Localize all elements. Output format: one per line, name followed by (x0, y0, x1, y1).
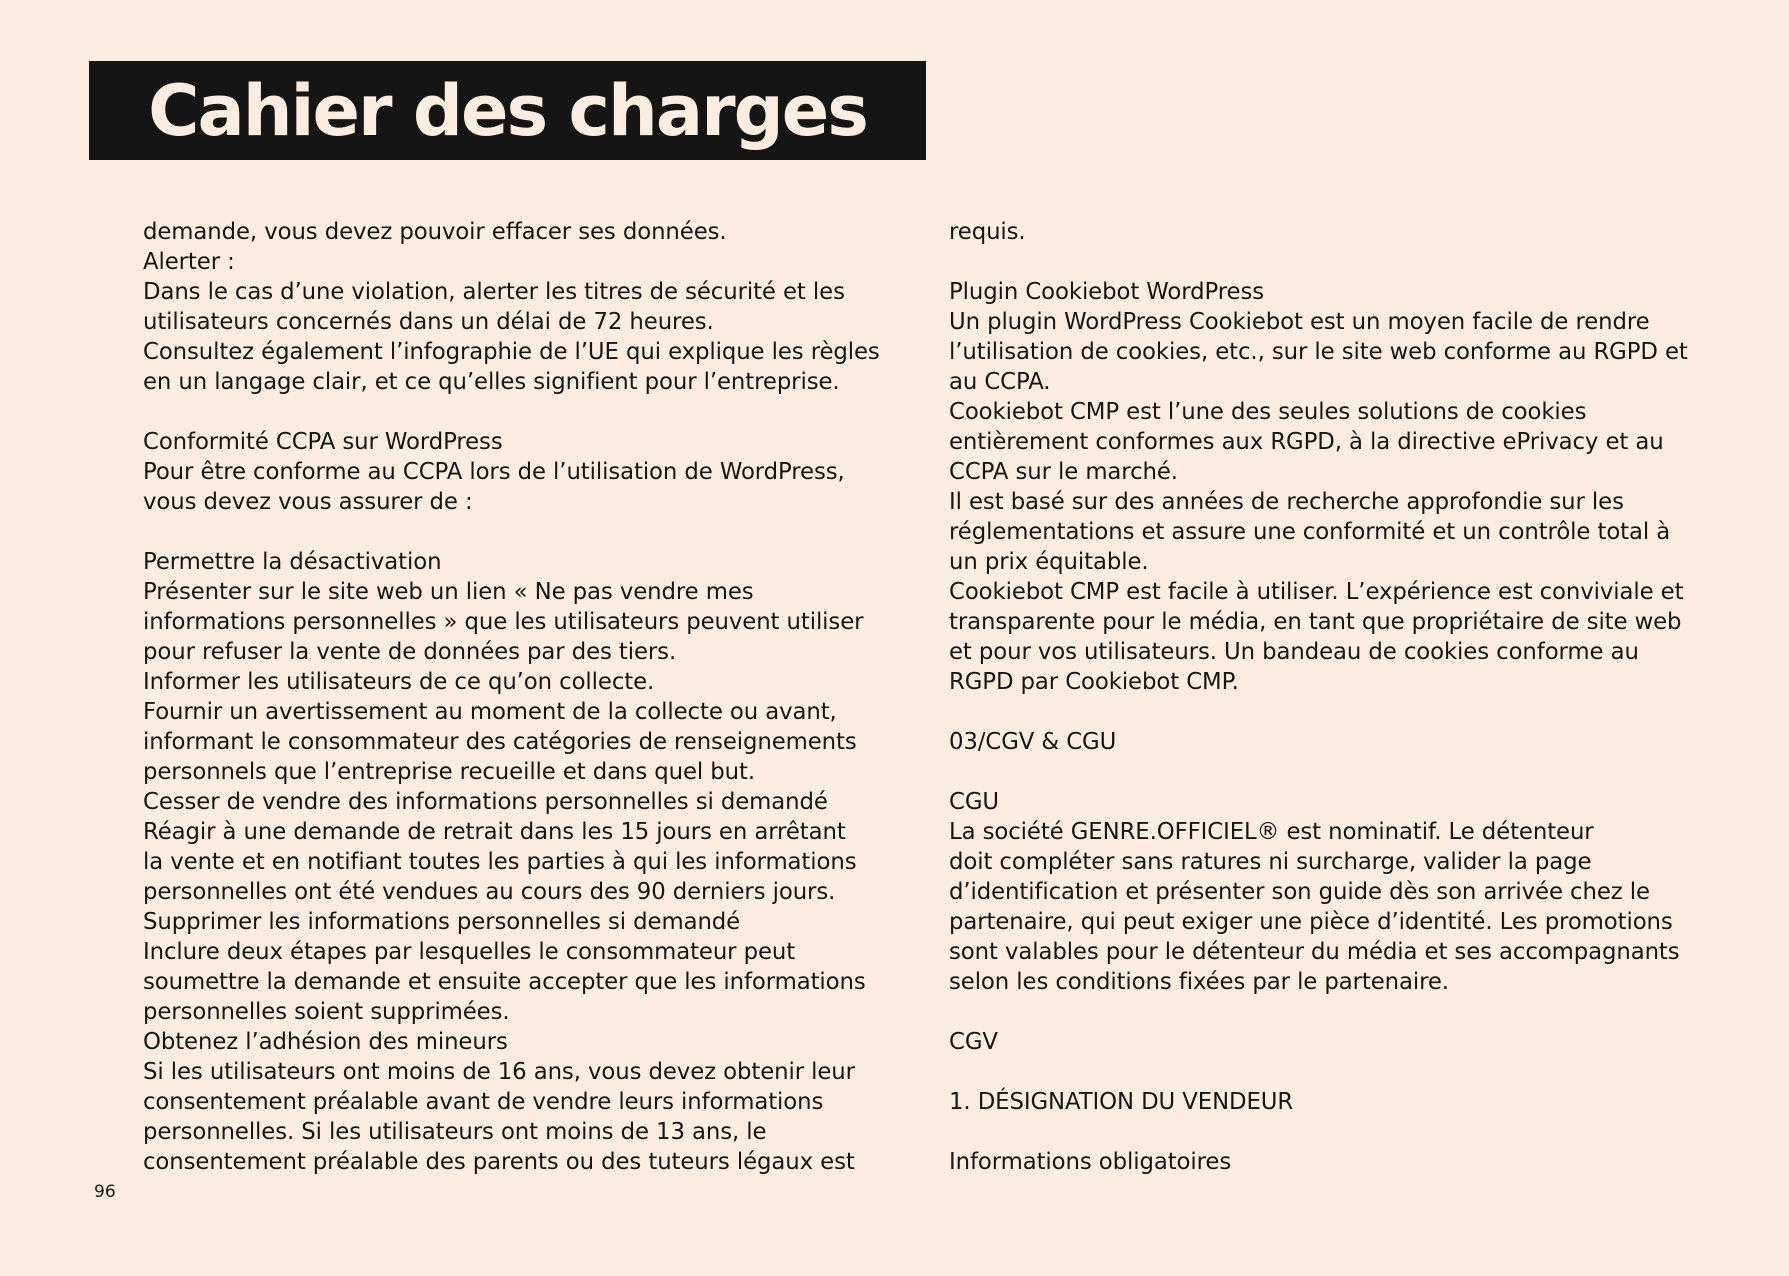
text-line: Cookiebot CMP est facile à utiliser. L’expérience est conviviale et (949, 579, 1684, 605)
text-line: soumettre la demande et ensuite accepter que les informations (143, 969, 866, 995)
text-line: 03/CGV & CGU (949, 729, 1117, 755)
text-line: réglementations et assure une conformité et un contrôle total à (949, 519, 1671, 545)
text-line: Informer les utilisateurs de ce qu’on collecte. (143, 669, 655, 695)
text-line: Cesser de vendre des informations personnelles si demandé (143, 789, 828, 815)
text-line: utilisateurs concernés dans un délai de 72 heures. (143, 309, 714, 335)
text-line: informant le consommateur des catégories de renseignements (143, 729, 857, 755)
page-title-banner (89, 61, 926, 160)
text-line (949, 997, 1749, 1027)
text-line: Présenter sur le site web un lien « Ne pas vendre mes (143, 579, 754, 605)
text-line: informations personnelles » que les utilisateurs peuvent utiliser (143, 609, 864, 635)
text-line: Informations obligatoires (949, 1149, 1232, 1175)
text-line (949, 247, 1749, 277)
text-line: doit compléter sans ratures ni surcharge, valider la page (949, 849, 1592, 875)
text-line: consentement préalable des parents ou des tuteurs légaux est (143, 1149, 855, 1175)
text-line: personnels que l’entreprise recueille et dans quel but. (143, 759, 756, 785)
text-line (143, 397, 923, 427)
text-line: 1. DÉSIGNATION DU VENDEUR (949, 1089, 1294, 1115)
text-line: en un langage clair, et ce qu’elles signifient pour l’entreprise. (143, 369, 840, 395)
text-line: demande, vous devez pouvoir effacer ses données. (143, 219, 727, 245)
text-line: Consultez également l’infographie de l’UE qui explique les règles (143, 339, 880, 365)
text-line: CGV (949, 1029, 998, 1055)
text-line: au CCPA. (949, 369, 1051, 395)
text-line: Alerter : (143, 249, 235, 275)
text-line (949, 757, 1749, 787)
text-line: requis. (949, 219, 1026, 245)
text-line: Cookiebot CMP est l’une des seules solutions de cookies (949, 399, 1587, 425)
text-line: Fournir un avertissement au moment de la collecte ou avant, (143, 699, 837, 725)
text-line: Pour être conforme au CCPA lors de l’utilisation de WordPress, (143, 459, 845, 485)
text-line (949, 697, 1749, 727)
text-line (949, 1117, 1749, 1147)
text-line: Inclure deux étapes par lesquelles le consommateur peut (143, 939, 796, 965)
text-line: personnelles. Si les utilisateurs ont moins de 13 ans, le (143, 1119, 767, 1145)
text-line: selon les conditions fixées par le partenaire. (949, 969, 1449, 995)
text-line: RGPD par Cookiebot CMP. (949, 669, 1239, 695)
text-line: l’utilisation de cookies, etc., sur le site web conforme au RGPD et (949, 339, 1688, 365)
text-line: vous devez vous assurer de : (143, 489, 473, 515)
text-line: Dans le cas d’une violation, alerter les titres de sécurité et les (143, 279, 845, 305)
text-line: personnelles ont été vendues au cours des 90 derniers jours. (143, 879, 836, 905)
text-line: entièrement conformes aux RGPD, à la directive ePrivacy et au (949, 429, 1664, 455)
text-line: sont valables pour le détenteur du média et ses accompagnants (949, 939, 1680, 965)
text-line: pour refuser la vente de données par des tiers. (143, 639, 677, 665)
right-text-column (949, 217, 1749, 1177)
page-title: Cahier des charges (148, 69, 867, 152)
text-line: la vente et en notifiant toutes les parties à qui les informations (143, 849, 857, 875)
left-text-column (143, 217, 923, 1177)
text-line: un prix équitable. (949, 549, 1149, 575)
text-line: et pour vos utilisateurs. Un bandeau de cookies conforme au (949, 639, 1639, 665)
page-number: 96 (94, 1182, 116, 1202)
text-line: Conformité CCPA sur WordPress (143, 429, 503, 455)
text-line: partenaire, qui peut exiger une pièce d’identité. Les promotions (949, 909, 1673, 935)
text-line: CGU (949, 789, 999, 815)
text-line: Plugin Cookiebot WordPress (949, 279, 1264, 305)
text-line: consentement préalable avant de vendre leurs informations (143, 1089, 824, 1115)
text-line: Obtenez l’adhésion des mineurs (143, 1029, 508, 1055)
text-line: d’identification et présenter son guide dès son arrivée chez le (949, 879, 1650, 905)
text-line: transparente pour le média, en tant que propriétaire de site web (949, 609, 1682, 635)
text-line (143, 517, 923, 547)
text-line: Réagir à une demande de retrait dans les 15 jours en arrêtant (143, 819, 846, 845)
text-line: Si les utilisateurs ont moins de 16 ans, vous devez obtenir leur (143, 1059, 855, 1085)
text-line: La société GENRE.OFFICIEL® est nominatif. Le détenteur (949, 819, 1594, 845)
text-line: CCPA sur le marché. (949, 459, 1178, 485)
text-line: Un plugin WordPress Cookiebot est un moyen facile de rendre (949, 309, 1650, 335)
text-line: personnelles soient supprimées. (143, 999, 510, 1025)
text-line: Il est basé sur des années de recherche approfondie sur les (949, 489, 1624, 515)
text-line (949, 1057, 1749, 1087)
text-line: Supprimer les informations personnelles si demandé (143, 909, 741, 935)
text-line: Permettre la désactivation (143, 549, 442, 575)
